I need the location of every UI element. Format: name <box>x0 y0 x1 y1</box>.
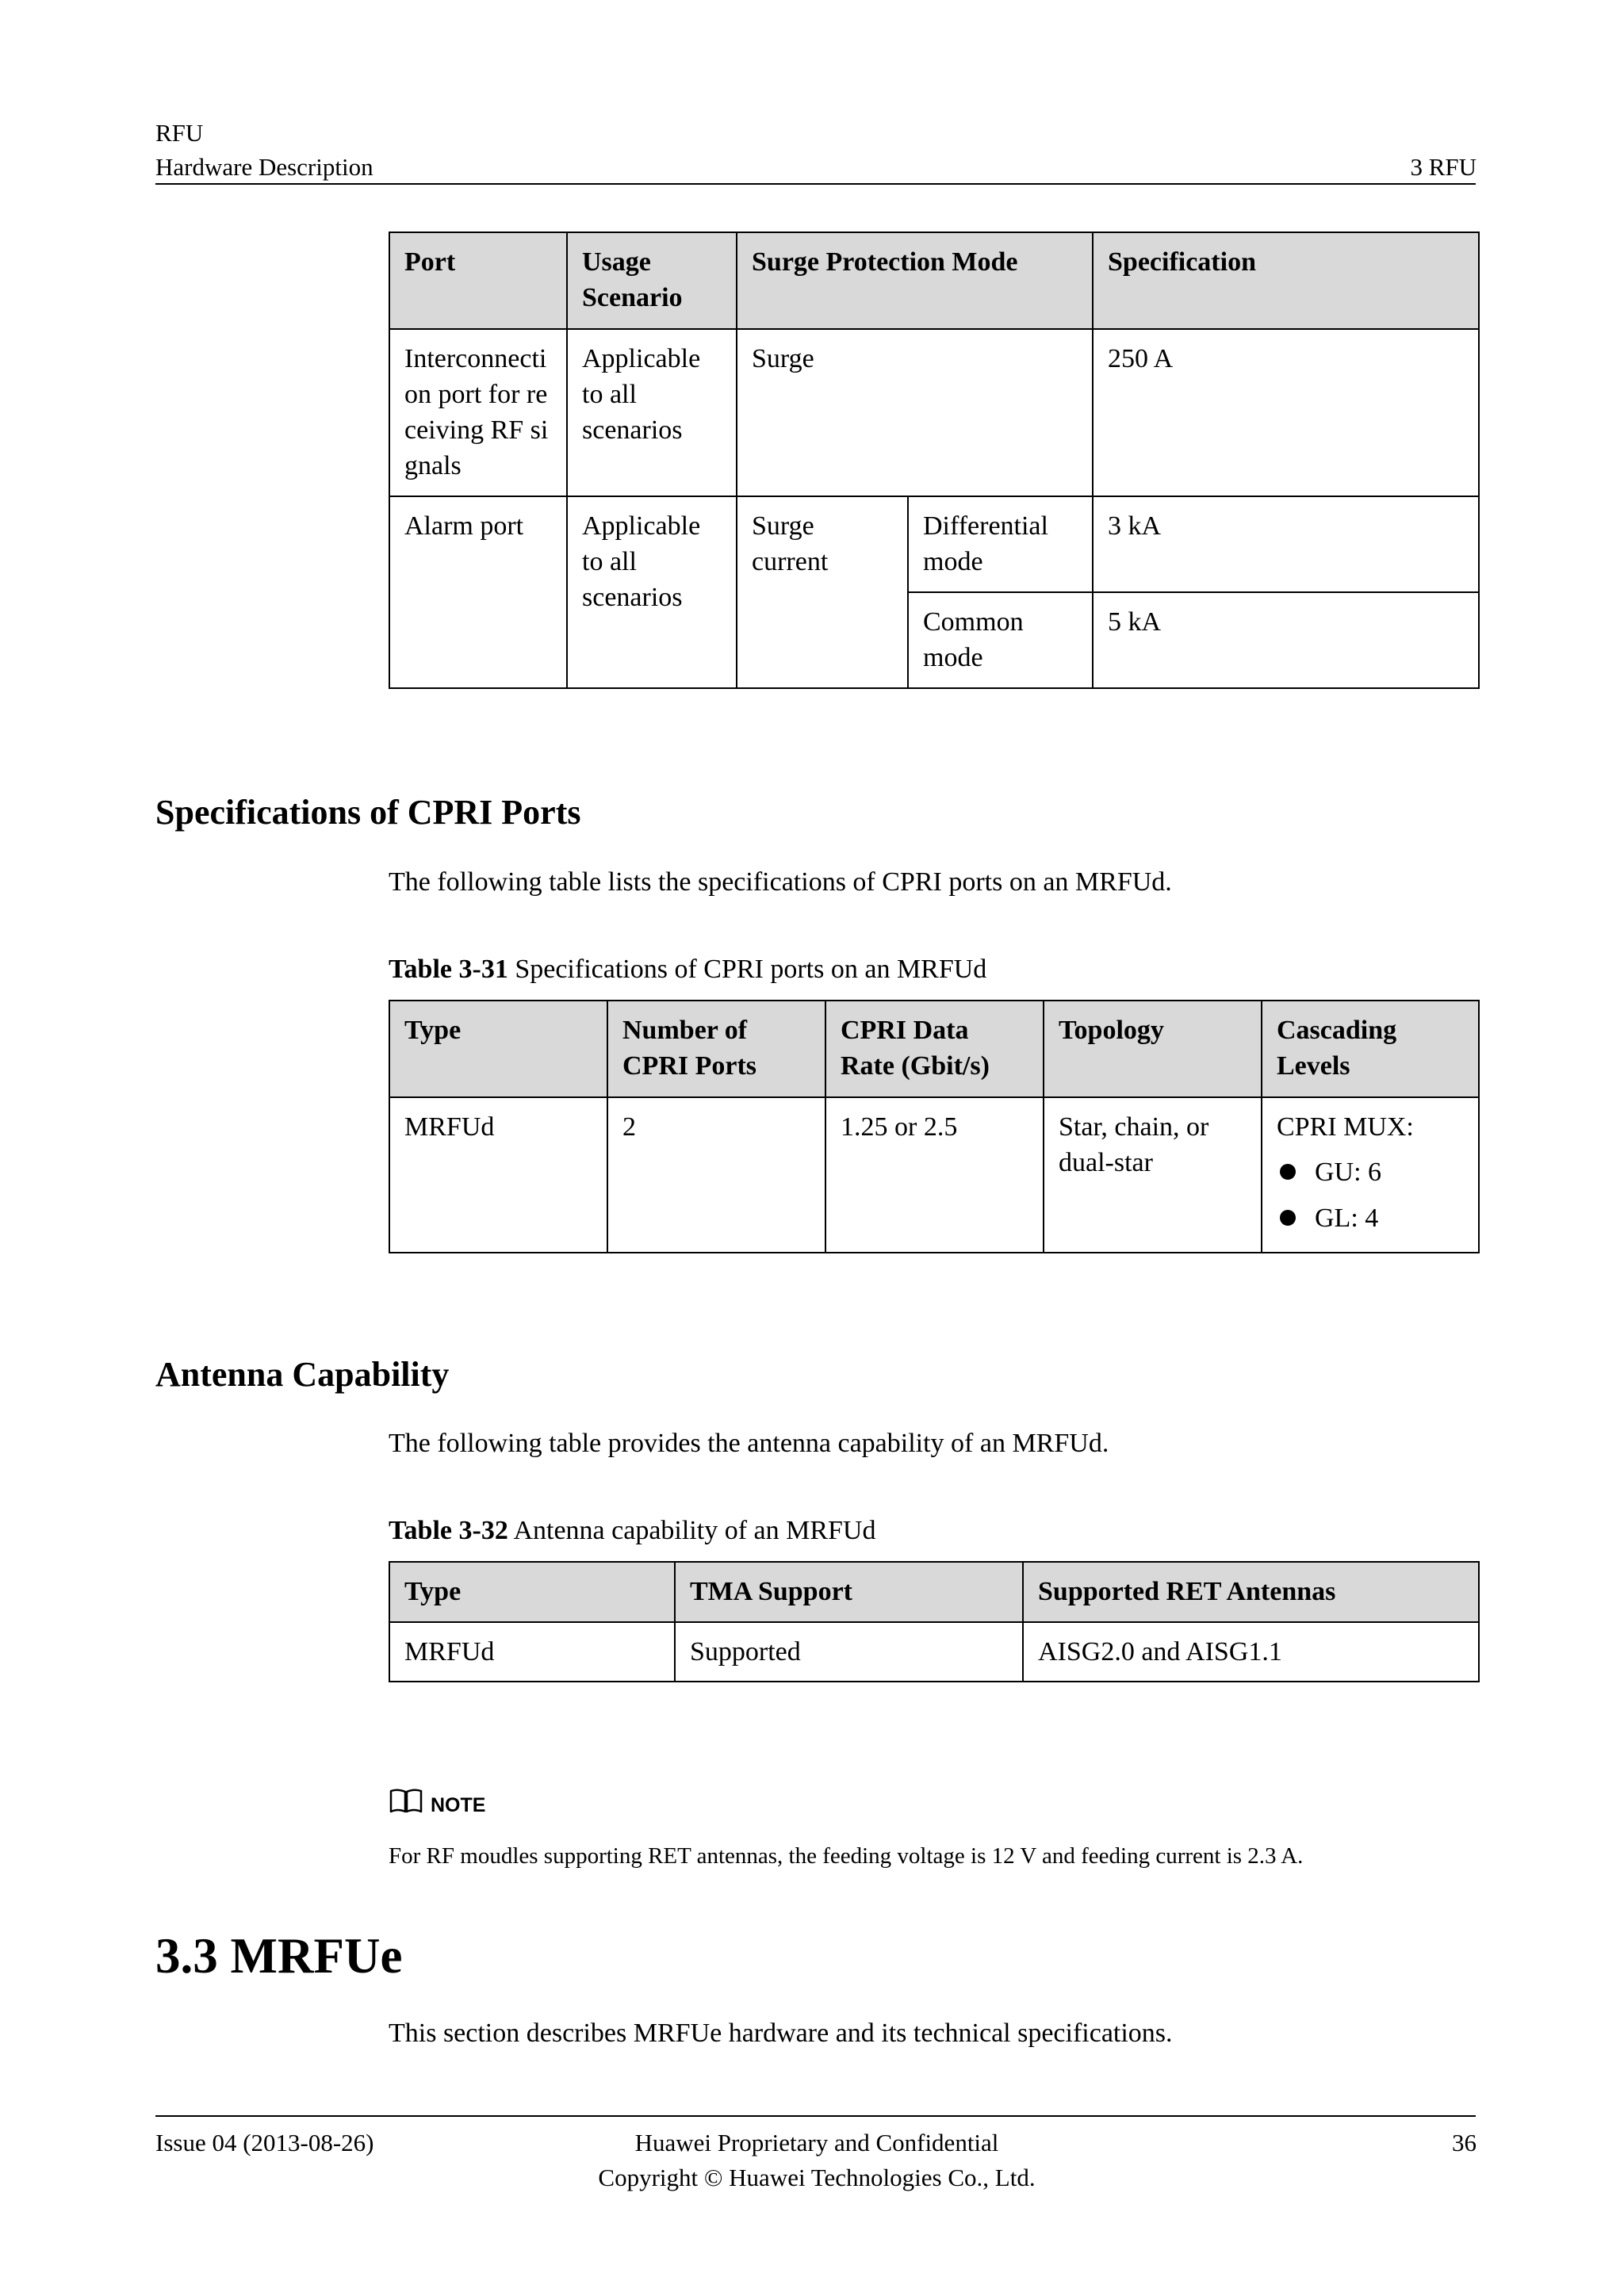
caption-label: Table 3-31 <box>389 955 508 984</box>
cell-ports: 2 <box>607 1097 825 1253</box>
cell-mode: Surge <box>737 329 1093 496</box>
header-supported-ret-antennas: Supported RET Antennas <box>1023 1562 1479 1622</box>
table-header-row <box>389 232 1479 329</box>
footer-confidential: Huawei Proprietary and Confidential <box>634 2129 999 2156</box>
header-rule <box>155 183 1476 185</box>
page-number: 36 <box>1452 2129 1477 2156</box>
cell-type: MRFUd <box>389 1097 607 1253</box>
cascading-title: CPRI MUX: <box>1277 1112 1414 1142</box>
section-title-antenna: Antenna Capability <box>155 1355 450 1394</box>
header-number-of-cpri-ports: Number of CPRI Ports <box>607 1001 825 1097</box>
cell-cascading <box>1262 1097 1479 1253</box>
cell-topology: Star, chain, or dual-star <box>1044 1097 1262 1253</box>
table-row <box>389 1097 1479 1253</box>
table-header-row <box>389 1562 1479 1622</box>
surge-protection-table <box>389 232 1480 689</box>
cell-port: Interconnection port for receiving RF signals <box>389 329 567 496</box>
note-label: NOTE <box>431 1794 486 1816</box>
bullet-icon <box>1280 1210 1296 1226</box>
table-row <box>389 496 1479 592</box>
cpri-intro: The following table lists the specifications of CPRI ports on an MRFUd. <box>389 867 1172 897</box>
cell-port: Alarm port <box>389 496 567 688</box>
antenna-capability-table <box>389 1561 1480 1682</box>
chapter-intro: This section describes MRFUe hardware and its technical specifications. <box>389 2019 1173 2048</box>
cell-type: MRFUd <box>389 1622 675 1682</box>
caption-text: Antenna capability of an MRFUd <box>508 1516 876 1545</box>
cell-submode: Differential mode <box>908 496 1093 592</box>
table-row <box>389 329 1479 496</box>
cell-submode: Common mode <box>908 592 1093 688</box>
list-item <box>1277 1150 1464 1196</box>
header-cascading-levels: Cascading Levels <box>1262 1001 1479 1097</box>
header-product: RFU <box>155 119 204 147</box>
header-surge-protection-mode: Surge Protection Mode <box>737 232 1093 329</box>
caption-label: Table 3-32 <box>389 1516 508 1545</box>
header-specification: Specification <box>1093 232 1479 329</box>
note-text: For RF moudles supporting RET antennas, the feeding voltage is 12 V and feeding current is 2.3 A. <box>389 1843 1304 1869</box>
header-type: Type <box>389 1562 675 1622</box>
header-chapter: 3 RFU <box>1410 153 1477 181</box>
section-title-cpri: Specifications of CPRI Ports <box>155 793 581 832</box>
footer-copyright: Copyright © Huawei Technologies Co., Ltd. <box>598 2164 1036 2191</box>
footer-rule <box>155 2115 1476 2117</box>
header-tma-support: TMA Support <box>675 1562 1023 1622</box>
caption-text: Specifications of CPRI ports on an MRFUd <box>508 955 987 984</box>
table-caption-3-31 <box>389 952 986 987</box>
cell-rate: 1.25 or 2.5 <box>825 1097 1044 1253</box>
chapter-title: 3.3 MRFUe <box>155 1928 403 1984</box>
book-icon <box>389 1787 423 1816</box>
cell-usage: Applicable to all scenarios <box>567 496 737 688</box>
table-caption-3-32 <box>389 1513 875 1548</box>
bullet-icon <box>1280 1164 1296 1180</box>
cell-usage: Applicable to all scenarios <box>567 329 737 496</box>
list-item <box>1277 1196 1464 1242</box>
header-port: Port <box>389 232 567 329</box>
table-header-row <box>389 1001 1479 1097</box>
header-topology: Topology <box>1044 1001 1262 1097</box>
table-row <box>389 1622 1479 1682</box>
header-cpri-data-rate: CPRI Data Rate (Gbit/s) <box>825 1001 1044 1097</box>
cpri-ports-table <box>389 1000 1480 1253</box>
cell-ret: AISG2.0 and AISG1.1 <box>1023 1622 1479 1682</box>
header-usage-scenario: Usage Scenario <box>567 232 737 329</box>
cell-spec: 3 kA <box>1093 496 1479 592</box>
list-item-text: GL: 4 <box>1315 1203 1379 1233</box>
cell-mode: Surge current <box>737 496 908 688</box>
cell-spec: 5 kA <box>1093 592 1479 688</box>
antenna-intro: The following table provides the antenna capability of an MRFUd. <box>389 1429 1109 1458</box>
header-document-title: Hardware Description <box>155 153 373 181</box>
cell-spec: 250 A <box>1093 329 1479 496</box>
cell-tma: Supported <box>675 1622 1023 1682</box>
list-item-text: GU: 6 <box>1315 1158 1382 1187</box>
cascading-list <box>1277 1150 1464 1242</box>
footer-issue: Issue 04 (2013-08-26) <box>155 2129 374 2156</box>
header-type: Type <box>389 1001 607 1097</box>
